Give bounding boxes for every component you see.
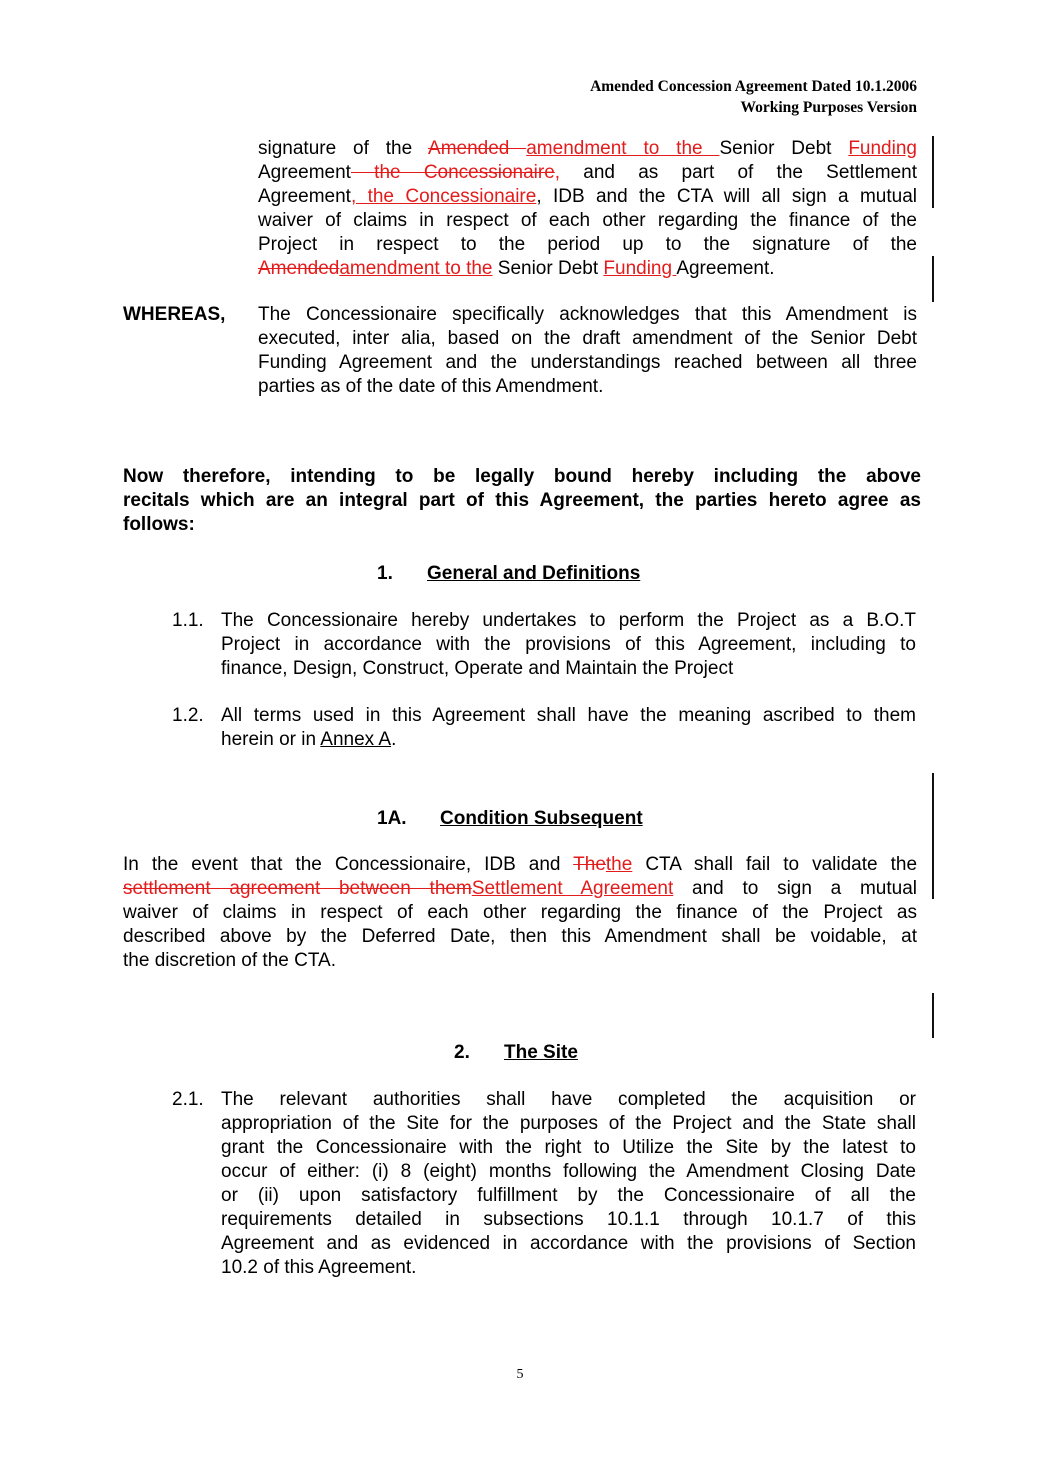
text-line: recitals which are an integral part of this Agreement, the parties hereto agree as xyxy=(123,490,921,511)
text-line: Now therefore, intending to be legally bound hereby including the above xyxy=(123,466,921,487)
intro-paragraph xyxy=(258,137,917,281)
whereas-paragraph xyxy=(258,303,917,399)
inserted-text: the xyxy=(605,854,633,875)
text-line: Project in respect to the period up to the signature of the xyxy=(258,234,917,255)
inserted-text: amendment to the xyxy=(526,138,720,159)
annex-a-reference: Annex A xyxy=(320,729,392,750)
text-line: Amendedamendment to the Senior Debt Funding Agreement. xyxy=(258,258,775,279)
text-line: appropriation of the Site for the purposes of the Project and the State shall xyxy=(221,1113,916,1134)
text-line: finance, Design, Construct, Operate and Maintain the Project xyxy=(221,658,734,679)
whereas-label: WHEREAS, xyxy=(123,304,226,325)
inserted-text: Funding xyxy=(603,258,677,279)
clause-1-1 xyxy=(221,609,916,681)
section-title: Condition Subsequent xyxy=(440,808,643,829)
section-number: 2. xyxy=(454,1042,470,1063)
inserted-text: , xyxy=(554,162,561,183)
inserted-text: Settlement Agreement xyxy=(471,878,674,899)
deleted-text: settlement agreement between them xyxy=(123,878,472,899)
text-line: The Concessionaire hereby undertakes to perform the Project as a B.O.T xyxy=(221,610,916,631)
change-bar xyxy=(932,773,934,899)
clause-number: 2.1. xyxy=(172,1089,204,1110)
text-line: executed, inter alia, based on the draft amendment of the Senior Debt xyxy=(258,328,917,349)
text-line: follows: xyxy=(123,514,195,535)
now-therefore-paragraph xyxy=(123,465,921,537)
text-line: In the event that the Concessionaire, IDB and Thethe CTA shall fail to validate the xyxy=(123,854,918,875)
text-line: The Concessionaire specifically acknowledges that this Amendment is xyxy=(258,304,917,325)
section-1a-heading xyxy=(377,807,643,831)
section-1-heading xyxy=(377,562,640,586)
text-line: grant the Concessionaire with the right to Utilize the Site by the latest to xyxy=(221,1137,916,1158)
inserted-text: amendment to the xyxy=(339,258,493,279)
text-line: parties as of the date of this Amendment. xyxy=(258,376,604,397)
text-line: requirements detailed in subsections 10.1.1 through 10.1.7 of this xyxy=(221,1209,916,1230)
header-version: Working Purposes Version xyxy=(740,99,917,116)
section-number: 1. xyxy=(377,563,393,584)
text-line: described above by the Deferred Date, then this Amendment shall be voidable, at xyxy=(123,926,917,947)
clause-number: 1.1. xyxy=(172,610,204,631)
change-bar xyxy=(932,256,934,302)
text-line: signature of the Amended amendment to the Senior Debt Funding xyxy=(258,138,917,159)
page-number: 5 xyxy=(516,1367,524,1382)
text-line: waiver of claims in respect of each other regarding the finance of the xyxy=(258,210,917,231)
text-line: settlement agreement between themSettlement Agreement and to sign a mutual xyxy=(123,878,918,899)
section-number: 1A. xyxy=(377,808,407,829)
text-line: Project in accordance with the provisions of this Agreement, including to xyxy=(221,634,916,655)
text-line: the discretion of the CTA. xyxy=(123,950,336,971)
text-line: occur of either: (i) 8 (eight) months following the Amendment Closing Date xyxy=(221,1161,916,1182)
inserted-text: , the Concessionaire xyxy=(350,186,537,207)
change-bar xyxy=(932,136,934,208)
section-title: The Site xyxy=(504,1042,578,1063)
text-line: The relevant authorities shall have completed the acquisition or xyxy=(221,1089,916,1110)
section-title: General and Definitions xyxy=(427,563,641,584)
deleted-text: The xyxy=(573,854,606,875)
text-line: Funding Agreement and the understandings reached between all three xyxy=(258,352,917,373)
deleted-text: the Concessionaire xyxy=(350,162,555,183)
condition-subsequent-paragraph xyxy=(123,853,917,973)
inserted-text: Funding xyxy=(848,138,917,159)
header-title: Amended Concession Agreement Dated 10.1.2006 xyxy=(590,78,917,95)
text-line: or (ii) upon satisfactory fulfillment by the Concessionaire of all the xyxy=(221,1185,916,1206)
text-line: 10.2 of this Agreement. xyxy=(221,1257,417,1278)
clause-1-2 xyxy=(221,704,916,752)
section-2-heading xyxy=(454,1041,578,1065)
text-line: Agreement, the Concessionaire, IDB and the CTA will all sign a mutual xyxy=(258,186,917,207)
running-header xyxy=(590,76,917,118)
text-line: All terms used in this Agreement shall have the meaning ascribed to them xyxy=(221,705,916,726)
text-line: herein or in Annex A. xyxy=(221,729,397,750)
deleted-text: Amended xyxy=(428,138,527,159)
text-line: Agreement the Concessionaire, and as part of the Settlement xyxy=(258,162,917,183)
text-line: Agreement and as evidenced in accordance with the provisions of Section xyxy=(221,1233,916,1254)
text-line: waiver of claims in respect of each other regarding the finance of the Project as xyxy=(123,902,917,923)
clause-number: 1.2. xyxy=(172,705,204,726)
deleted-text: Amended xyxy=(258,258,340,279)
change-bar xyxy=(932,993,934,1038)
clause-2-1 xyxy=(221,1088,916,1280)
